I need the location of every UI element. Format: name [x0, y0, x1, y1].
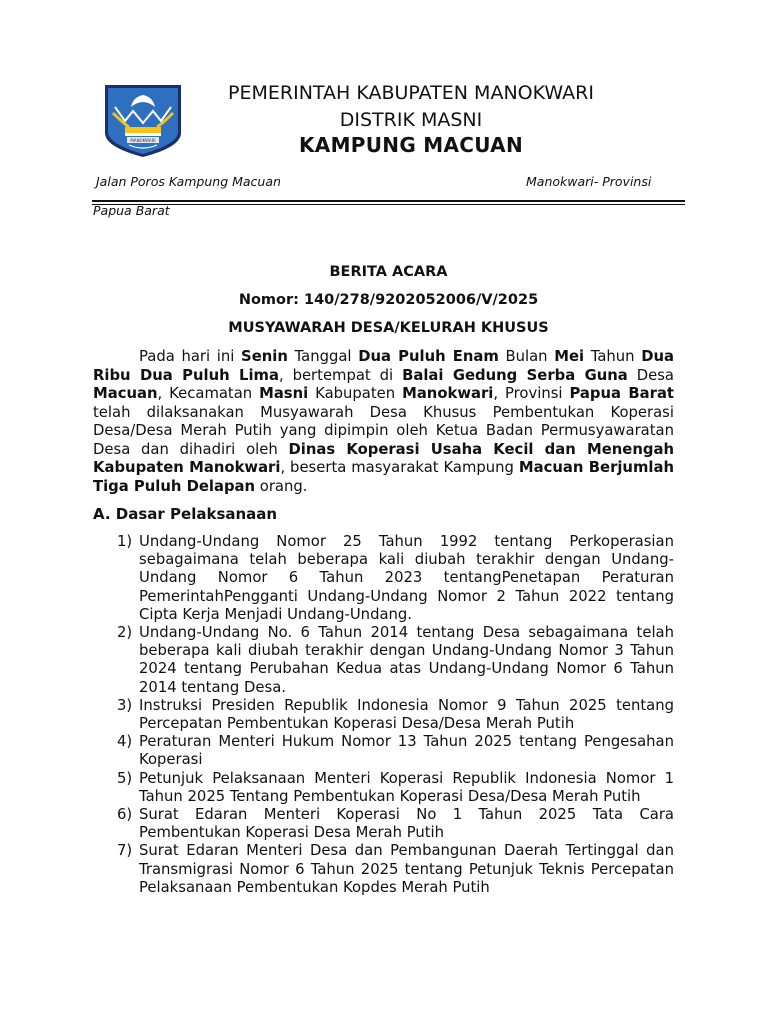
list-number: 4)	[117, 733, 133, 751]
section-heading-dasar-pelaksanaan: A. Dasar Pelaksanaan	[93, 505, 278, 523]
document-number: Nomor: 140/278/9202052006/V/2025	[238, 292, 539, 308]
text-run: Bulan	[498, 348, 555, 365]
list-number: 3)	[117, 696, 133, 714]
date-words: Dua Puluh Enam	[358, 348, 499, 365]
list-item-text: Peraturan Menteri Hukum Nomor 13 Tahun 2025 tentang Pengesahan Koperasi	[139, 733, 674, 769]
list-item	[93, 733, 674, 769]
list-number: 2)	[117, 624, 133, 642]
list-item	[93, 806, 674, 842]
address-city: Manokwari- Provinsi	[526, 174, 652, 189]
list-number: 7)	[117, 842, 133, 860]
legal-basis-list	[93, 533, 674, 897]
address-province: Papua Barat	[93, 203, 170, 218]
text-run: telah dilaksanakan Musyawarah Desa Khusus Pembentukan Koperasi Desa/Desa Merah Putih yang dipimpin oleh Ketua Badan Permusyawaratan Desa dan dihadiri oleh	[93, 403, 674, 458]
text-run: , Kecamatan	[157, 385, 260, 402]
list-number: 5)	[117, 769, 133, 787]
list-item	[93, 842, 674, 897]
emblem-text: MANOKWARI	[130, 138, 156, 143]
document-subject: MUSYAWARAH DESA/KELURAH KHUSUS	[228, 320, 549, 336]
list-item-text: Undang-Undang No. 6 Tahun 2014 tentang Desa sebagaimana telah beberapa kali diubah terakhir dengan Undang-Undang Nomor 3 Tahun 2024 tentang Perubahan Kedua atas Undang-Undang Nomor 6 Tahun 2014 tentang Desa.	[139, 624, 674, 696]
letterhead-divider-thin	[92, 204, 685, 205]
list-item	[93, 770, 674, 806]
text-run: , Provinsi	[493, 385, 570, 402]
letterhead-divider-thick	[92, 200, 685, 202]
letterhead-government: PEMERINTAH KABUPATEN MANOKWARI	[228, 82, 594, 104]
text-run: , bertempat di	[278, 366, 403, 384]
document-title: BERITA ACARA	[329, 264, 448, 280]
list-item	[93, 533, 674, 624]
text-run: Pada hari ini	[139, 348, 242, 365]
year-words: Dua Ribu Dua Puluh Lima	[93, 348, 674, 384]
regency-name: Manokwari	[402, 385, 494, 402]
address-street: Jalan Poros Kampung Macuan	[96, 174, 281, 189]
village-name: Macuan	[93, 385, 158, 402]
text-run: Kabupaten	[308, 385, 403, 402]
attendee-count: Macuan Berjumlah Tiga Puluh Delapan	[93, 459, 674, 495]
text-run: orang.	[255, 477, 308, 495]
letterhead-district: DISTRIK MASNI	[339, 109, 483, 131]
text-run: Tahun	[584, 348, 642, 365]
text-run: Desa	[627, 366, 674, 384]
list-item-text: Petunjuk Pelaksanaan Menteri Koperasi Republik Indonesia Nomor 1 Tahun 2025 Tentang Pembentukan Koperasi Desa/Desa Merah Putih	[139, 769, 674, 805]
subdistrict-name: Masni	[259, 385, 309, 402]
text-run: Tanggal	[287, 348, 359, 365]
text-run: , beserta masyarakat Kampung	[280, 459, 519, 476]
kabupaten-manokwari-emblem	[103, 83, 183, 159]
province-name: Papua Barat	[569, 385, 674, 402]
venue-name: Balai Gedung Serba Guna	[402, 366, 628, 384]
attending-agency: Dinas Koperasi Usaha Kecil dan Menengah Kabupaten Manokwari	[93, 440, 674, 476]
opening-paragraph	[93, 348, 674, 496]
list-number: 6)	[117, 806, 133, 824]
list-item-text: Undang-Undang Nomor 25 Tahun 1992 tentang Perkoperasian sebagaimana telah beberapa kali diubah terakhir dengan Undang-Undang Nomor 6 Tahun 2023 tentangPenetapan Peraturan PemerintahPengganti Undang-Undang Nomor 2 Tahun 2022 tentang Cipta Kerja Menjadi Undang-Undang.	[139, 533, 674, 623]
list-number: 1)	[117, 533, 133, 550]
list-item-text: Instruksi Presiden Republik Indonesia Nomor 9 Tahun 2025 tentang Percepatan Pembentukan Koperasi Desa/Desa Merah Putih	[139, 696, 674, 733]
list-item	[93, 624, 674, 697]
list-item-text: Surat Edaran Menteri Desa dan Pembangunan Daerah Tertinggal dan Transmigrasi Nomor 6 Tahun 2025 tentang Petunjuk Teknis Percepatan Pelaksanaan Pembentukan Kopdes Merah Putih	[139, 842, 674, 896]
list-item-text: Surat Edaran Menteri Koperasi No 1 Tahun 2025 Tata Cara Pembentukan Koperasi Desa Merah Putih	[139, 806, 674, 842]
day-name: Senin	[241, 348, 288, 365]
month-name: Mei	[554, 348, 585, 365]
letterhead-village: KAMPUNG MACUAN	[299, 133, 523, 157]
list-item	[93, 697, 674, 733]
